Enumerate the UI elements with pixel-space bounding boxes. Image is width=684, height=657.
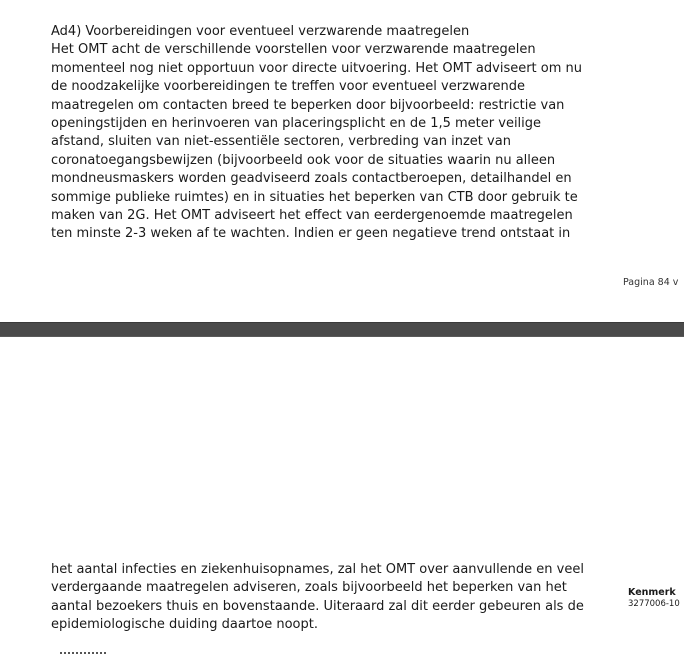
kenmerk-value: 3277006-10: [628, 599, 680, 609]
text-line: maken van 2G. Het OMT adviseert het effect van eerdergenoemde maatregelen: [51, 208, 573, 224]
text-line: de noodzakelijke voorbereidingen te treffen voor eventueel verzwarende: [51, 79, 526, 95]
text-line: verdergaande maatregelen adviseren, zoals bijvoorbeeld het beperken van het: [51, 580, 567, 596]
text-line: momenteel nog niet opportuun voor directe uitvoering. Het OMT adviseert om nu: [51, 60, 583, 76]
text-line: maatregelen om contacten breed te beperken door bijvoorbeeld: restrictie van: [51, 97, 565, 113]
text-line: openingstijden en herinvoeren van placeringsplicht en de 1,5 meter veilige: [51, 116, 542, 132]
text-line: Het OMT acht de verschillende voorstellen voor verzwarende maatregelen: [51, 42, 536, 58]
text-line: aantal bezoekers thuis en bovenstaande. Uiteraard zal dit eerder gebeuren als de: [51, 598, 584, 614]
paragraph-ad4: [51, 23, 582, 244]
document-page-bottom: [0, 337, 684, 657]
cut-off-text-fragment: [60, 652, 120, 657]
text-line: sommige publieke ruimtes) en in situaties het beperken van CTB door gebruik te: [51, 189, 578, 205]
text-line: het aantal infecties en ziekenhuisopnames, zal het OMT over aanvullende en veel: [51, 562, 584, 577]
text-line: coronatoegangsbewijzen (bijvoorbeeld ook voor de situaties waarin nu alleen: [51, 152, 556, 168]
text-line: mondneusmaskers worden geadviseerd zoals contactberoepen, detailhandel en: [51, 171, 572, 187]
kenmerk-block: [628, 587, 684, 610]
page-number: Pagina 84 v: [623, 277, 679, 288]
kenmerk-label: Kenmerk: [628, 587, 676, 598]
section-heading: Ad4) Voorbereidingen voor eventueel verzwarende maatregelen: [51, 24, 470, 39]
paragraph-continuation: [51, 561, 584, 635]
text-line: epidemiologische duiding daartoe noopt.: [51, 617, 318, 633]
text-line: afstand, sluiten van niet-essentiële sectoren, verbreding van inzet van: [51, 134, 511, 150]
document-page-top: [0, 0, 684, 322]
page-separator: [0, 322, 684, 337]
text-line: ten minste 2-3 weken af te wachten. Indien er geen negatieve trend ontstaat in: [51, 226, 571, 242]
